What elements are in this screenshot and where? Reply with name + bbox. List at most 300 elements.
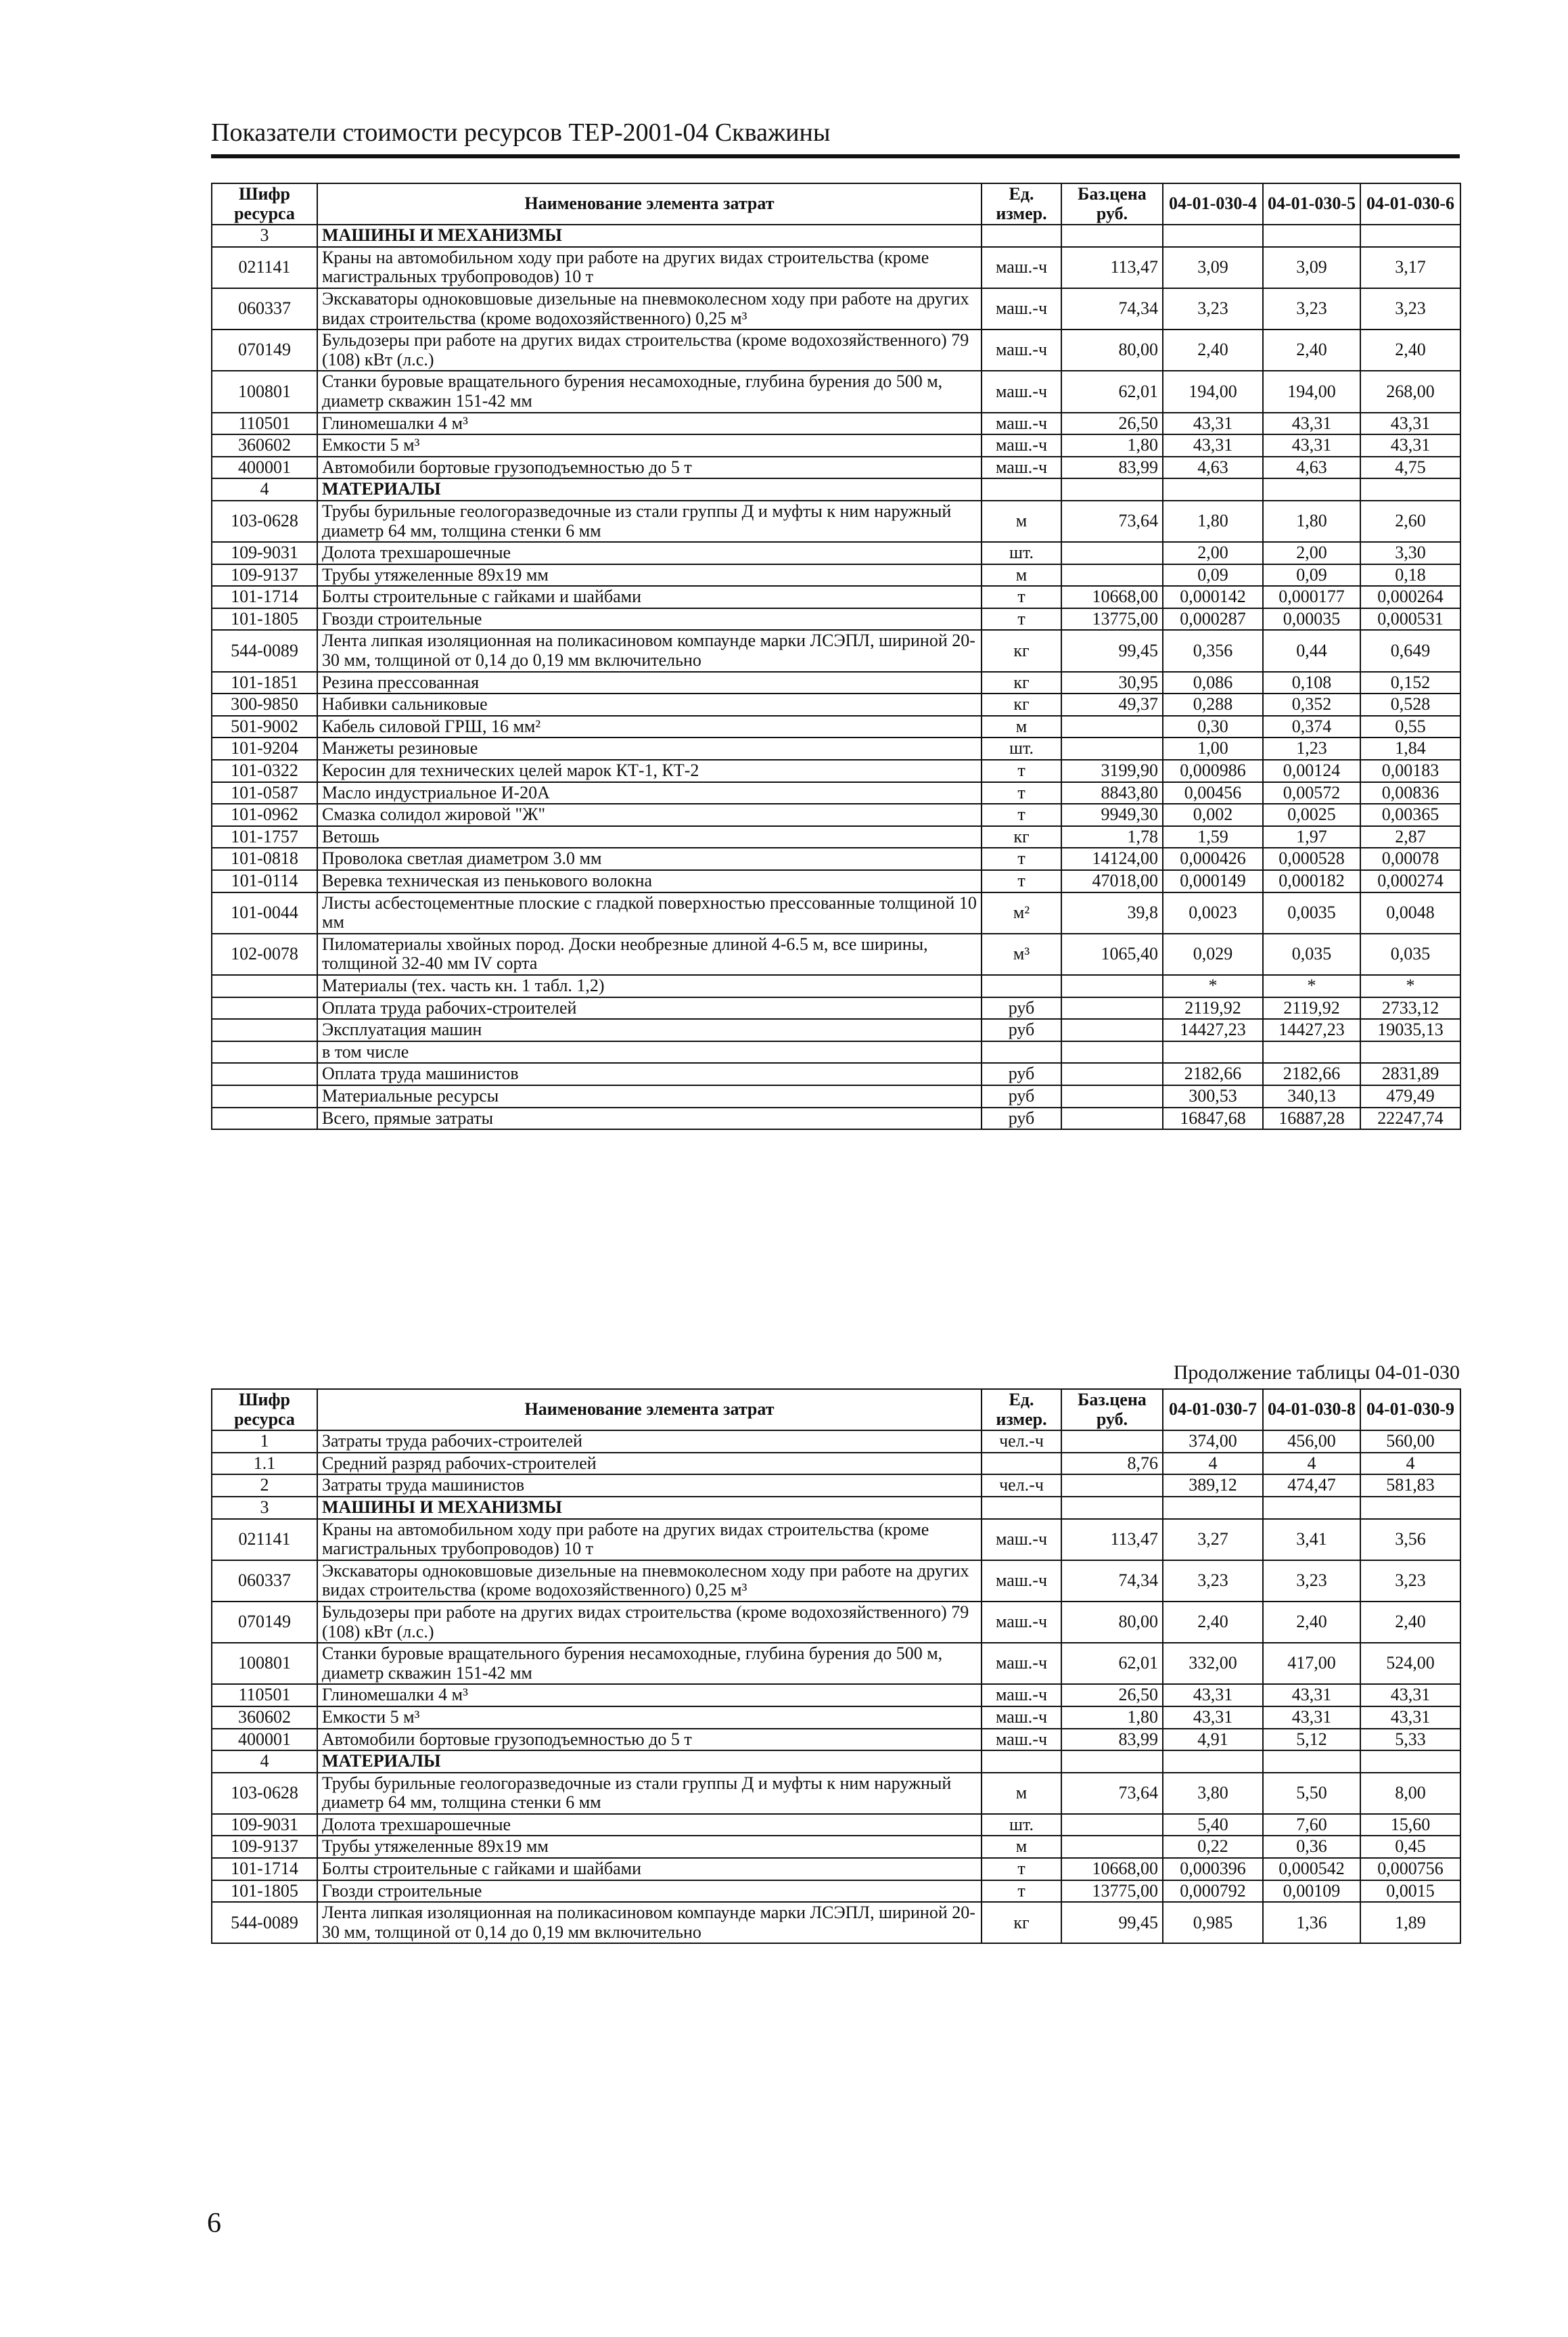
cell-col-a: 0,30 <box>1163 716 1263 738</box>
header-name: Наименование элемента затрат <box>317 183 982 225</box>
cell-unit: маш.-ч <box>982 413 1061 435</box>
cell-col-b <box>1263 225 1360 247</box>
cell-col-a <box>1163 478 1263 501</box>
cell-name: Болты строительные с гайками и шайбами <box>317 1858 982 1880</box>
cell-col-b: 2,40 <box>1263 1602 1360 1643</box>
cell-col-b <box>1263 1750 1360 1773</box>
cell-col-b: 0,00572 <box>1263 782 1360 804</box>
cell-code: 021141 <box>212 247 317 288</box>
cell-col-b: 0,374 <box>1263 716 1360 738</box>
cell-code: 501-9002 <box>212 716 317 738</box>
table-row <box>212 1453 1460 1475</box>
cell-unit <box>982 225 1061 247</box>
cell-col-c: 479,49 <box>1360 1085 1460 1108</box>
cell-col-a: 0,000426 <box>1163 848 1263 870</box>
cell-code <box>212 1085 317 1108</box>
cell-col-b: 0,000542 <box>1263 1858 1360 1880</box>
header-col-b: 04-01-030-5 <box>1263 183 1360 225</box>
cell-unit: т <box>982 586 1061 608</box>
cell-col-a: 43,31 <box>1163 1706 1263 1729</box>
cell-price: 113,47 <box>1061 247 1163 288</box>
header-col-a: 04-01-030-7 <box>1163 1389 1263 1430</box>
cell-col-b: 0,00035 <box>1263 608 1360 631</box>
cell-col-c: 0,45 <box>1360 1836 1460 1858</box>
header-name: Наименование элемента затрат <box>317 1389 982 1430</box>
cell-col-c: 0,00365 <box>1360 804 1460 826</box>
cell-col-c: 3,30 <box>1360 542 1460 564</box>
table-header-row <box>212 1389 1460 1430</box>
cell-unit: маш.-ч <box>982 330 1061 371</box>
table-row <box>212 1750 1460 1773</box>
cell-col-c: 581,83 <box>1360 1474 1460 1497</box>
cell-unit: кг <box>982 1902 1061 1943</box>
cell-name: Затраты труда рабочих-строителей <box>317 1430 982 1453</box>
cell-col-b: 43,31 <box>1263 434 1360 457</box>
cell-col-a: 0,985 <box>1163 1902 1263 1943</box>
table-row <box>212 870 1460 892</box>
table-row <box>212 892 1460 934</box>
cell-col-c <box>1360 225 1460 247</box>
cell-col-c: 3,17 <box>1360 247 1460 288</box>
cell-price: 49,37 <box>1061 694 1163 716</box>
cell-name: Экскаваторы одноковшовые дизельные на пневмоколесном ходу при работе на других видах строительства (кроме водохозяйственного) 0,25 м³ <box>317 1560 982 1602</box>
cell-unit: руб <box>982 1108 1061 1130</box>
cell-col-c: 43,31 <box>1360 413 1460 435</box>
table-row <box>212 760 1460 782</box>
header-unit: Ед. измер. <box>982 183 1061 225</box>
table-row <box>212 1430 1460 1453</box>
cell-col-b: 1,36 <box>1263 1902 1360 1943</box>
cell-price: 14124,00 <box>1061 848 1163 870</box>
cell-col-a: 389,12 <box>1163 1474 1263 1497</box>
cell-col-b: 0,44 <box>1263 630 1360 671</box>
cell-price: 80,00 <box>1061 1602 1163 1643</box>
header-col-a: 04-01-030-4 <box>1163 183 1263 225</box>
cell-col-c: 2831,89 <box>1360 1063 1460 1085</box>
cell-name: Краны на автомобильном ходу при работе на других видах строительства (кроме магистральных трубопроводов) 10 т <box>317 1519 982 1560</box>
cell-price: 1065,40 <box>1061 934 1163 975</box>
cell-col-c: 0,000274 <box>1360 870 1460 892</box>
table-row <box>212 288 1460 330</box>
header-col-c: 04-01-030-9 <box>1360 1389 1460 1430</box>
cell-col-c: 2,40 <box>1360 1602 1460 1643</box>
cell-col-b: 43,31 <box>1263 1706 1360 1729</box>
table-row <box>212 630 1460 671</box>
cell-unit: маш.-ч <box>982 457 1061 479</box>
cell-name: Затраты труда машинистов <box>317 1474 982 1497</box>
table-row <box>212 1773 1460 1814</box>
cell-col-c: 43,31 <box>1360 1706 1460 1729</box>
cell-name: Трубы бурильные геологоразведочные из стали группы Д и муфты к ним наружный диаметр 64 мм, толщина стенки 6 мм <box>317 1773 982 1814</box>
table-row <box>212 371 1460 412</box>
cell-code <box>212 1108 317 1130</box>
cell-col-c: 4,75 <box>1360 457 1460 479</box>
header-code: Шифр ресурса <box>212 1389 317 1430</box>
cell-unit: м <box>982 716 1061 738</box>
cell-col-a: 3,23 <box>1163 288 1263 330</box>
cell-unit: маш.-ч <box>982 1560 1061 1602</box>
cell-col-c: 4 <box>1360 1453 1460 1475</box>
cell-col-a: 300,53 <box>1163 1085 1263 1108</box>
cell-col-a: 3,09 <box>1163 247 1263 288</box>
table-row <box>212 1684 1460 1706</box>
cell-code: 101-1851 <box>212 672 317 694</box>
table-row <box>212 1019 1460 1041</box>
cell-col-a: 5,40 <box>1163 1814 1263 1836</box>
cell-code: 2 <box>212 1474 317 1497</box>
cell-price <box>1061 975 1163 997</box>
cell-col-a: 0,356 <box>1163 630 1263 671</box>
table-row <box>212 247 1460 288</box>
cell-col-c <box>1360 1041 1460 1064</box>
cell-unit: т <box>982 1858 1061 1880</box>
cell-unit: руб <box>982 1063 1061 1085</box>
cell-name: Оплата труда машинистов <box>317 1063 982 1085</box>
cell-code: 109-9137 <box>212 1836 317 1858</box>
cell-col-c: 560,00 <box>1360 1430 1460 1453</box>
cell-unit: т <box>982 760 1061 782</box>
cell-col-b: 0,00124 <box>1263 760 1360 782</box>
table-row <box>212 672 1460 694</box>
cell-name: Веревка техническая из пенькового волокна <box>317 870 982 892</box>
header-code: Шифр ресурса <box>212 183 317 225</box>
cell-unit: т <box>982 804 1061 826</box>
cell-col-b: 16887,28 <box>1263 1108 1360 1130</box>
table-row <box>212 1858 1460 1880</box>
cell-col-c: 0,00078 <box>1360 848 1460 870</box>
cell-col-c: 1,84 <box>1360 738 1460 760</box>
cell-name: МАШИНЫ И МЕХАНИЗМЫ <box>317 225 982 247</box>
cell-code: 100801 <box>212 1643 317 1684</box>
table-row <box>212 1729 1460 1751</box>
table-row <box>212 1108 1460 1130</box>
cell-price <box>1061 716 1163 738</box>
table-row <box>212 934 1460 975</box>
cell-col-c: 0,000264 <box>1360 586 1460 608</box>
cell-name: МАТЕРИАЛЫ <box>317 478 982 501</box>
cell-unit: маш.-ч <box>982 1519 1061 1560</box>
cell-col-b: 2119,92 <box>1263 997 1360 1020</box>
cell-unit: м <box>982 1773 1061 1814</box>
cell-unit <box>982 478 1061 501</box>
cell-name: Резина прессованная <box>317 672 982 694</box>
cell-col-c: 2,87 <box>1360 826 1460 848</box>
header-price: Баз.цена руб. <box>1061 183 1163 225</box>
cell-code: 544-0089 <box>212 1902 317 1943</box>
cell-unit: шт. <box>982 738 1061 760</box>
cell-code: 102-0078 <box>212 934 317 975</box>
cell-col-c: 0,035 <box>1360 934 1460 975</box>
table-row <box>212 1085 1460 1108</box>
cell-col-b: 43,31 <box>1263 1684 1360 1706</box>
cell-name: Керосин для технических целей марок КТ-1, КТ-2 <box>317 760 982 782</box>
cell-name: Трубы утяжеленные 89х19 мм <box>317 564 982 587</box>
cell-col-a: 1,80 <box>1163 501 1263 542</box>
table-row <box>212 826 1460 848</box>
table-row <box>212 478 1460 501</box>
table-row <box>212 716 1460 738</box>
cell-col-c: 5,33 <box>1360 1729 1460 1751</box>
cell-code: 4 <box>212 478 317 501</box>
cell-name: Материальные ресурсы <box>317 1085 982 1108</box>
cell-col-c: 3,23 <box>1360 288 1460 330</box>
cell-col-c <box>1360 1750 1460 1773</box>
cell-name: Краны на автомобильном ходу при работе на других видах строительства (кроме магистральных трубопроводов) 10 т <box>317 247 982 288</box>
cell-col-a: 4 <box>1163 1453 1263 1475</box>
cell-code: 101-0587 <box>212 782 317 804</box>
cell-col-c: 0,0048 <box>1360 892 1460 934</box>
cell-col-b: 14427,23 <box>1263 1019 1360 1041</box>
cell-price: 83,99 <box>1061 1729 1163 1751</box>
cell-col-c: 1,89 <box>1360 1902 1460 1943</box>
cell-name: Глиномешалки 4 м³ <box>317 1684 982 1706</box>
cell-name: Оплата труда рабочих-строителей <box>317 997 982 1020</box>
cell-code: 060337 <box>212 1560 317 1602</box>
cell-col-c: 15,60 <box>1360 1814 1460 1836</box>
cell-price: 113,47 <box>1061 1519 1163 1560</box>
cell-unit: т <box>982 870 1061 892</box>
cell-col-b: 3,23 <box>1263 1560 1360 1602</box>
cell-code: 101-0962 <box>212 804 317 826</box>
cell-col-a: 332,00 <box>1163 1643 1263 1684</box>
cell-col-b: 1,80 <box>1263 501 1360 542</box>
table-row <box>212 848 1460 870</box>
cell-col-b: 2182,66 <box>1263 1063 1360 1085</box>
cell-col-a <box>1163 225 1263 247</box>
cell-unit: м <box>982 501 1061 542</box>
cell-unit: т <box>982 1880 1061 1903</box>
cell-unit: маш.-ч <box>982 1729 1061 1751</box>
cell-price: 26,50 <box>1061 413 1163 435</box>
cell-price: 99,45 <box>1061 1902 1163 1943</box>
cell-price: 47018,00 <box>1061 870 1163 892</box>
cell-col-c: 0,152 <box>1360 672 1460 694</box>
cell-col-a: 3,80 <box>1163 1773 1263 1814</box>
cell-col-c: 0,000531 <box>1360 608 1460 631</box>
cell-name: Листы асбестоцементные плоские с гладкой поверхностью прессованные толщиной 10 мм <box>317 892 982 934</box>
page-header: Показатели стоимости ресурсов ТЕР-2001-04 Скважины <box>211 118 1460 158</box>
table-header-row <box>212 183 1460 225</box>
cell-name: Станки буровые вращательного бурения несамоходные, глубина бурения до 500 м, диаметр скважин 151-42 мм <box>317 1643 982 1684</box>
cell-name: Эксплуатация машин <box>317 1019 982 1041</box>
cell-price: 26,50 <box>1061 1684 1163 1706</box>
cell-col-b <box>1263 478 1360 501</box>
cell-price: 8,76 <box>1061 1453 1163 1475</box>
cell-col-a: 2,00 <box>1163 542 1263 564</box>
cell-col-a: 0,086 <box>1163 672 1263 694</box>
cell-unit <box>982 1497 1061 1519</box>
table-row <box>212 1560 1460 1602</box>
cell-col-b: 3,09 <box>1263 247 1360 288</box>
cell-code: 060337 <box>212 288 317 330</box>
cell-name: Материалы (тех. часть кн. 1 табл. 1,2) <box>317 975 982 997</box>
cell-code: 101-0044 <box>212 892 317 934</box>
cell-name: Болты строительные с гайками и шайбами <box>317 586 982 608</box>
table-row <box>212 1519 1460 1560</box>
cell-name: Долота трехшарошечные <box>317 542 982 564</box>
cell-price: 1,78 <box>1061 826 1163 848</box>
cell-name: Гвозди строительные <box>317 1880 982 1903</box>
cell-unit: маш.-ч <box>982 247 1061 288</box>
header-unit: Ед. измер. <box>982 1389 1061 1430</box>
cell-col-c <box>1360 1497 1460 1519</box>
cell-col-b: * <box>1263 975 1360 997</box>
cell-code: 021141 <box>212 1519 317 1560</box>
cell-code: 070149 <box>212 330 317 371</box>
cell-price <box>1061 478 1163 501</box>
cell-col-a: 3,27 <box>1163 1519 1263 1560</box>
cell-col-c: 43,31 <box>1360 434 1460 457</box>
cell-price: 8843,80 <box>1061 782 1163 804</box>
cell-name: Трубы бурильные геологоразведочные из стали группы Д и муфты к ним наружный диаметр 64 мм, толщина стенки 6 мм <box>317 501 982 542</box>
cell-col-c: 43,31 <box>1360 1684 1460 1706</box>
cell-price <box>1061 1474 1163 1497</box>
table-row <box>212 1063 1460 1085</box>
cell-col-c: * <box>1360 975 1460 997</box>
cell-col-a: 0,288 <box>1163 694 1263 716</box>
table-row <box>212 782 1460 804</box>
cell-price <box>1061 1750 1163 1773</box>
cell-unit: маш.-ч <box>982 434 1061 457</box>
table-row <box>212 330 1460 371</box>
cell-col-a: 0,000986 <box>1163 760 1263 782</box>
cell-code: 100801 <box>212 371 317 412</box>
cell-col-a: 43,31 <box>1163 413 1263 435</box>
cell-code: 101-0322 <box>212 760 317 782</box>
cell-col-a: 0,000287 <box>1163 608 1263 631</box>
cell-col-c: 2,40 <box>1360 330 1460 371</box>
cell-unit: руб <box>982 1019 1061 1041</box>
cell-price: 1,80 <box>1061 434 1163 457</box>
header-price: Баз.цена руб. <box>1061 1389 1163 1430</box>
cell-col-a: 0,000149 <box>1163 870 1263 892</box>
cell-col-c: 0,0015 <box>1360 1880 1460 1903</box>
cell-col-c: 8,00 <box>1360 1773 1460 1814</box>
cell-col-c: 0,55 <box>1360 716 1460 738</box>
header-col-c: 04-01-030-6 <box>1360 183 1460 225</box>
cell-unit: руб <box>982 1085 1061 1108</box>
cell-code: 101-1714 <box>212 586 317 608</box>
cell-price: 1,80 <box>1061 1706 1163 1729</box>
cell-name: Масло индустриальное И-20А <box>317 782 982 804</box>
cell-price: 13775,00 <box>1061 1880 1163 1903</box>
cell-col-a: 0,0023 <box>1163 892 1263 934</box>
cell-code: 109-9031 <box>212 1814 317 1836</box>
cell-col-b: 43,31 <box>1263 413 1360 435</box>
cell-unit: маш.-ч <box>982 371 1061 412</box>
cell-unit: чел.-ч <box>982 1474 1061 1497</box>
table-row <box>212 608 1460 631</box>
cell-col-a: 2,40 <box>1163 330 1263 371</box>
table-row <box>212 1706 1460 1729</box>
cell-name: Станки буровые вращательного бурения несамоходные, глубина бурения до 500 м, диаметр скважин 151-42 мм <box>317 371 982 412</box>
cell-col-c: 0,649 <box>1360 630 1460 671</box>
cell-name: Автомобили бортовые грузоподъемностью до 5 т <box>317 1729 982 1751</box>
cell-col-a: 2119,92 <box>1163 997 1263 1020</box>
cell-code <box>212 997 317 1020</box>
cell-name: в том числе <box>317 1041 982 1064</box>
cell-col-b: 0,09 <box>1263 564 1360 587</box>
cell-code: 101-9204 <box>212 738 317 760</box>
cell-col-a <box>1163 1750 1263 1773</box>
cell-unit: т <box>982 782 1061 804</box>
cell-col-b: 3,23 <box>1263 288 1360 330</box>
cell-col-b: 0,352 <box>1263 694 1360 716</box>
cell-code: 101-1757 <box>212 826 317 848</box>
cell-code: 400001 <box>212 1729 317 1751</box>
header-col-b: 04-01-030-8 <box>1263 1389 1360 1430</box>
cell-col-c: 22247,74 <box>1360 1108 1460 1130</box>
cell-code: 109-9031 <box>212 542 317 564</box>
table-row <box>212 434 1460 457</box>
cell-col-c: 524,00 <box>1360 1643 1460 1684</box>
cell-code <box>212 1019 317 1041</box>
resource-table-2 <box>211 1388 1461 1944</box>
cell-price <box>1061 1108 1163 1130</box>
cell-price: 62,01 <box>1061 371 1163 412</box>
cell-col-a: 14427,23 <box>1163 1019 1263 1041</box>
cell-name: Лента липкая изоляционная на поликасиновом компаунде марки ЛСЭПЛ, шириной 20-30 мм, толщиной от 0,14 до 0,19 мм включительно <box>317 1902 982 1943</box>
table-row <box>212 1497 1460 1519</box>
cell-price: 3199,90 <box>1061 760 1163 782</box>
cell-code: 101-1805 <box>212 1880 317 1903</box>
cell-name: Смазка солидол жировой "Ж" <box>317 804 982 826</box>
cell-price: 80,00 <box>1061 330 1163 371</box>
cell-unit: шт. <box>982 542 1061 564</box>
cell-col-a: 2,40 <box>1163 1602 1263 1643</box>
cell-price <box>1061 1814 1163 1836</box>
cell-col-a: 374,00 <box>1163 1430 1263 1453</box>
cell-code: 103-0628 <box>212 1773 317 1814</box>
cell-code: 103-0628 <box>212 501 317 542</box>
cell-code: 070149 <box>212 1602 317 1643</box>
cell-name: МАТЕРИАЛЫ <box>317 1750 982 1773</box>
cell-col-b: 417,00 <box>1263 1643 1360 1684</box>
cell-price: 83,99 <box>1061 457 1163 479</box>
cell-code: 300-9850 <box>212 694 317 716</box>
table-row <box>212 1814 1460 1836</box>
cell-col-c <box>1360 478 1460 501</box>
cell-col-a: 0,000142 <box>1163 586 1263 608</box>
cell-code: 101-0818 <box>212 848 317 870</box>
cell-col-c: 0,528 <box>1360 694 1460 716</box>
cell-name: Манжеты резиновые <box>317 738 982 760</box>
cell-code: 3 <box>212 1497 317 1519</box>
cell-code: 101-0114 <box>212 870 317 892</box>
cell-col-b: 0,108 <box>1263 672 1360 694</box>
cell-unit: т <box>982 608 1061 631</box>
table-row <box>212 694 1460 716</box>
cell-col-a: 194,00 <box>1163 371 1263 412</box>
cell-price <box>1061 1497 1163 1519</box>
cell-name: Экскаваторы одноковшовые дизельные на пневмоколесном ходу при работе на других видах строительства (кроме водохозяйственного) 0,25 м³ <box>317 288 982 330</box>
table-row <box>212 1880 1460 1903</box>
cell-unit: м² <box>982 892 1061 934</box>
cell-col-b: 194,00 <box>1263 371 1360 412</box>
cell-col-a: 4,63 <box>1163 457 1263 479</box>
cell-unit: м³ <box>982 934 1061 975</box>
cell-col-a: 1,59 <box>1163 826 1263 848</box>
cell-col-c: 2733,12 <box>1360 997 1460 1020</box>
cell-col-a: * <box>1163 975 1263 997</box>
table-row <box>212 1643 1460 1684</box>
cell-unit: маш.-ч <box>982 1706 1061 1729</box>
cell-unit <box>982 975 1061 997</box>
cell-col-a <box>1163 1041 1263 1064</box>
cell-name: Бульдозеры при работе на других видах строительства (кроме водохозяйственного) 79 (108) кВт (л.с.) <box>317 330 982 371</box>
cell-name: Емкости 5 м³ <box>317 1706 982 1729</box>
cell-price <box>1061 1836 1163 1858</box>
